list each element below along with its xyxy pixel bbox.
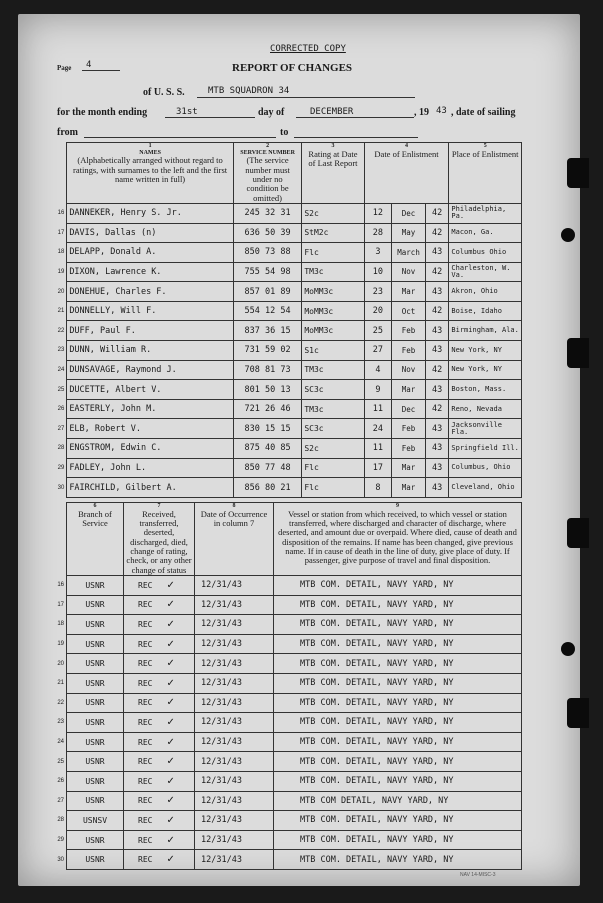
corrected-copy-stamp: CORRECTED COPY	[270, 44, 346, 54]
rating-cell: TM3c	[302, 360, 364, 380]
detail-cell: MTB COM. DETAIL, NAVY YARD, NY	[274, 752, 522, 772]
service-number-cell: 856 80 21	[233, 478, 301, 498]
enlist-year-cell: 43	[425, 478, 449, 498]
table-row	[52, 673, 522, 693]
service-number-cell: 636 50 39	[233, 223, 301, 243]
enlist-month-cell: Nov	[392, 360, 426, 380]
branch-cell: USNR	[67, 713, 124, 733]
check-mark-icon: ✓	[166, 677, 175, 689]
service-number-cell: 801 50 13	[233, 380, 301, 400]
rating-cell: S2c	[302, 203, 364, 223]
table-row	[52, 654, 522, 674]
enlist-month-cell: Dec	[392, 399, 426, 419]
place-cell: Boston, Mass.	[449, 380, 522, 400]
table-row	[52, 380, 522, 400]
detail-cell: MTB COM. DETAIL, NAVY YARD, NY	[274, 595, 522, 615]
table-row	[52, 478, 522, 498]
row-number: 18	[57, 249, 65, 256]
status-cell: REC ✓	[124, 791, 195, 811]
binder-ring-icon	[567, 518, 589, 548]
name-cell: ENGSTROM, Edwin C.	[67, 439, 234, 459]
detail-cell: MTB COM. DETAIL, NAVY YARD, NY	[274, 615, 522, 635]
date-cell: 12/31/43	[195, 693, 274, 713]
enlist-year-cell: 42	[425, 360, 449, 380]
enlist-day-cell: 17	[364, 458, 392, 478]
enlist-month-cell: March	[392, 243, 426, 263]
enlist-day-cell: 3	[364, 243, 392, 263]
status-cell: REC ✓	[124, 811, 195, 831]
rating-cell: Flc	[302, 478, 364, 498]
table-row	[52, 341, 522, 361]
table-row	[52, 771, 522, 791]
place-cell: New York, NY	[449, 360, 522, 380]
row-number: 16	[57, 582, 64, 589]
status-cell: REC ✓	[124, 771, 195, 791]
row-number: 21	[57, 308, 65, 315]
rating-cell: Flc	[302, 243, 364, 263]
enlist-year-cell: 43	[425, 341, 449, 361]
check-mark-icon: ✓	[166, 579, 175, 591]
rating-cell: SC3c	[302, 380, 364, 400]
service-number-cell: 721 26 46	[233, 399, 301, 419]
enlist-year-cell: 43	[425, 439, 449, 459]
row-number: 24	[57, 366, 65, 373]
check-mark-icon: ✓	[166, 599, 175, 611]
enlist-year-cell: 42	[425, 262, 449, 282]
row-number: 18	[57, 621, 64, 628]
status-cell: REC ✓	[124, 752, 195, 772]
enlist-day-cell: 24	[364, 419, 392, 439]
rating-cell: MoMM3c	[302, 321, 364, 341]
table-row	[52, 693, 522, 713]
table-row	[52, 850, 522, 870]
punch-hole-icon	[561, 228, 575, 242]
place-cell: Birmingham, Ala.	[449, 321, 522, 341]
form-number: NAV 14-MISC-3	[460, 872, 496, 878]
enlist-month-cell: Dec	[392, 203, 426, 223]
table-row	[52, 791, 522, 811]
status-cell: REC ✓	[124, 595, 195, 615]
table-row	[52, 439, 522, 459]
place-cell: Charleston, W. Va.	[449, 262, 522, 282]
row-number: 16	[57, 210, 65, 217]
check-mark-icon: ✓	[166, 697, 175, 709]
row-number: 17	[57, 229, 65, 236]
place-cell: Columbus, Ohio	[449, 458, 522, 478]
binder-ring-icon	[567, 698, 589, 728]
branch-cell: USNR	[67, 850, 124, 870]
enlist-year-cell: 42	[425, 301, 449, 321]
name-cell: DIXON, Lawrence K.	[67, 262, 234, 282]
detail-cell: MTB COM. DETAIL, NAVY YARD, NY	[274, 576, 522, 596]
date-cell: 12/31/43	[195, 615, 274, 635]
unit-name: MTB SQUADRON 34	[208, 86, 290, 96]
row-number: 22	[57, 327, 65, 334]
row-number: 29	[57, 464, 65, 471]
service-number-cell: 245 32 31	[233, 203, 301, 223]
enlist-day-cell: 11	[364, 439, 392, 459]
enlist-day-cell: 10	[364, 262, 392, 282]
date-cell: 12/31/43	[195, 713, 274, 733]
enlist-day-cell: 4	[364, 360, 392, 380]
check-mark-icon: ✓	[166, 854, 175, 866]
name-cell: EASTERLY, John M.	[67, 399, 234, 419]
name-cell: DUCETTE, Albert V.	[67, 380, 234, 400]
table-row	[52, 419, 522, 439]
branch-cell: USNR	[67, 693, 124, 713]
branch-cell: USNR	[67, 654, 124, 674]
enlist-month-cell: May	[392, 223, 426, 243]
row-number: 30	[57, 856, 64, 863]
date-cell: 12/31/43	[195, 791, 274, 811]
enlist-year-cell: 42	[425, 223, 449, 243]
table-row	[52, 752, 522, 772]
service-number-cell: 708 81 73	[233, 360, 301, 380]
detail-cell: MTB COM. DETAIL, NAVY YARD, NY	[274, 713, 522, 733]
binder-ring-icon	[567, 338, 589, 368]
name-cell: DONEHUE, Charles F.	[67, 282, 234, 302]
place-cell: Jacksonville Fla.	[449, 419, 522, 439]
table-row	[52, 321, 522, 341]
branch-cell: USNR	[67, 771, 124, 791]
uss-label: of U. S. S.	[143, 87, 185, 98]
rating-cell: SC3c	[302, 419, 364, 439]
enlist-year-cell: 43	[425, 243, 449, 263]
rating-cell: StM2c	[302, 223, 364, 243]
name-cell: DUFF, Paul F.	[67, 321, 234, 341]
branch-cell: USNR	[67, 615, 124, 635]
date-cell: 12/31/43	[195, 732, 274, 752]
page-title: REPORT OF CHANGES	[232, 62, 353, 74]
date-cell: 12/31/43	[195, 811, 274, 831]
table-row	[52, 262, 522, 282]
personnel-table: 1 NAMES (Alphabetically arranged without regard to ratings, with surnames to the left and the first name written in full) 2 SERVICE NUMBER (The service number must under no condition be omitted) 3 Rating at Date of Last Report 4 Date of Enlistment 5 Place of Enlistment 16 DANNEKER, Henry S. Jr. 245 32 31 S2c 12 Dec 42 Philadelphia, Pa. 17 DAVIS, Dallas (n) 636 50 39 StM2c 28 May 42 Macon, Ga. 18 DELAPP, Donald A. 850 73 88 Flc 3 March 43 Columbus Ohio 19 DIXON, Lawrence K. 755 54 98 TM3c 10 Nov 42 Charleston, W. Va. 20 DONEHUE, Charles F. 857 01 89 MoMM3c 23 Mar 43 Akron, Ohio 21 DONNELLY, Will F. 554 12 54 MoMM3c 20 Oct 42 Boise, Idaho 22 DUFF, Paul F. 837 36 15 MoMM3c 25 Feb 43 Birmingham, Ala. 23 DUNN, William R. 731 59 02 S1c 27 Feb 43 New York, NY 24 DUNSAVAGE, Raymond J. 708 81 73 TM3c 4 Nov 42 New York, NY 25 DUCETTE, Albert V. 801 50 13 SC3c 9 Mar 43 Boston, Mass. 26 EASTERLY, John M. 721 26 46 TM3c 11 Dec 42 Reno, Nevada 27 ELB, Robert V. 830 15 15 SC3c 24 Feb 43 Jacksonville Fla. 28 ENGSTROM, Edwin C. 875 40 85 S2c 11 Feb 43 Springfield Ill. 29 FADLEY, John L. 850 77 48 Flc 17 Mar 43 Columbus, Ohio 30 FAIRCHILD, Gilbert A. 856 80 21 Flc 8 Mar 43 Cleveland, Ohio	[52, 142, 522, 498]
check-mark-icon: ✓	[166, 618, 175, 630]
enlist-month-cell: Feb	[392, 321, 426, 341]
rating-cell: S1c	[302, 341, 364, 361]
date-cell: 12/31/43	[195, 850, 274, 870]
row-number: 21	[57, 680, 64, 687]
year-prefix: , 19	[414, 107, 429, 118]
check-mark-icon: ✓	[166, 795, 175, 807]
date-cell: 12/31/43	[195, 673, 274, 693]
status-cell: REC ✓	[124, 654, 195, 674]
enlist-month-cell: Oct	[392, 301, 426, 321]
place-cell: Akron, Ohio	[449, 282, 522, 302]
enlist-year-cell: 43	[425, 380, 449, 400]
service-number-cell: 837 36 15	[233, 321, 301, 341]
check-mark-icon: ✓	[166, 736, 175, 748]
table-row	[52, 301, 522, 321]
enlist-year-cell: 43	[425, 282, 449, 302]
date-cell: 12/31/43	[195, 830, 274, 850]
enlist-day-cell: 25	[364, 321, 392, 341]
row-number: 17	[57, 601, 64, 608]
row-number: 20	[57, 660, 64, 667]
branch-cell: USNSV	[67, 811, 124, 831]
table-row	[52, 615, 522, 635]
enlist-month-cell: Nov	[392, 262, 426, 282]
rating-cell: MoMM3c	[302, 301, 364, 321]
name-cell: DUNSAVAGE, Raymond J.	[67, 360, 234, 380]
status-cell: REC ✓	[124, 830, 195, 850]
binder-ring-icon	[567, 158, 589, 188]
name-cell: DUNN, William R.	[67, 341, 234, 361]
detail-cell: MTB COM. DETAIL, NAVY YARD, NY	[274, 634, 522, 654]
table-row	[52, 634, 522, 654]
date-cell: 12/31/43	[195, 771, 274, 791]
status-cell: REC ✓	[124, 615, 195, 635]
branch-cell: USNR	[67, 634, 124, 654]
rating-cell: S2c	[302, 439, 364, 459]
service-number-cell: 554 12 54	[233, 301, 301, 321]
rating-cell: TM3c	[302, 262, 364, 282]
name-cell: ELB, Robert V.	[67, 419, 234, 439]
from-label: from	[57, 127, 78, 138]
enlist-day-cell: 23	[364, 282, 392, 302]
day-of-label: day of	[258, 107, 285, 118]
place-cell: Columbus Ohio	[449, 243, 522, 263]
place-cell: Cleveland, Ohio	[449, 478, 522, 498]
row-number: 26	[57, 406, 65, 413]
enlist-day-cell: 12	[364, 203, 392, 223]
branch-cell: USNR	[67, 673, 124, 693]
check-mark-icon: ✓	[166, 756, 175, 768]
name-cell: DANNEKER, Henry S. Jr.	[67, 203, 234, 223]
row-number: 27	[57, 425, 65, 432]
row-number: 23	[57, 347, 65, 354]
status-cell: REC ✓	[124, 732, 195, 752]
table-row	[52, 595, 522, 615]
month-ending-label: for the month ending	[57, 107, 148, 118]
enlist-month-cell: Mar	[392, 458, 426, 478]
table-row	[52, 203, 522, 223]
detail-cell: MTB COM. DETAIL, NAVY YARD, NY	[274, 771, 522, 791]
row-number: 24	[57, 739, 64, 746]
enlist-day-cell: 27	[364, 341, 392, 361]
branch-cell: USNR	[67, 576, 124, 596]
enlist-day-cell: 20	[364, 301, 392, 321]
place-cell: Springfield Ill.	[449, 439, 522, 459]
enlist-year-cell: 42	[425, 203, 449, 223]
table-row	[52, 360, 522, 380]
row-number: 25	[57, 386, 65, 393]
table-row	[52, 223, 522, 243]
place-cell: Macon, Ga.	[449, 223, 522, 243]
check-mark-icon: ✓	[166, 638, 175, 650]
table-row	[52, 399, 522, 419]
day-value: 31st	[176, 107, 198, 117]
sailing-label: , date of sailing	[451, 107, 516, 118]
detail-cell: MTB COM. DETAIL, NAVY YARD, NY	[274, 811, 522, 831]
row-number: 20	[57, 288, 65, 295]
status-cell: REC ✓	[124, 693, 195, 713]
service-number-cell: 850 77 48	[233, 458, 301, 478]
page-label: Page	[57, 64, 72, 72]
month-value: DECEMBER	[310, 107, 354, 117]
table-row	[52, 458, 522, 478]
row-number: 28	[57, 445, 65, 452]
enlist-day-cell: 11	[364, 399, 392, 419]
status-table: 6 Branch of Service 7 Received, transferred, deserted, discharged, died, change of rating, check, or any other change of status 8 Date of Occurrence in column 7 9 Vessel or station from which received, to which vessel or station transferred, where discharged and character of discharge, where deserted, and amount due or overpaid. Where died, cause of death and disposition of the remains. If name has been changed, give previous name. If in cause of death in the line of duty, give place of duty. If passenger, give purpose of travel and final disposition. 16 USNR REC ✓ 12/31/43 MTB COM. DETAIL, NAVY YARD, NY 17 USNR REC ✓ 12/31/43 MTB COM. DETAIL, NAVY YARD, NY 18 USNR REC ✓ 12/31/43 MTB COM. DETAIL, NAVY YARD, NY 19 USNR REC ✓ 12/31/43 MTB COM. DETAIL, NAVY YARD, NY 20 USNR REC ✓ 12/31/43 MTB COM. DETAIL, NAVY YARD, NY 21 USNR REC ✓ 12/31/43 MTB COM. DETAIL, NAVY YARD, NY 22 USNR REC ✓ 12/31/43 MTB COM. DETAIL, NAVY YARD, NY 23 USNR REC ✓ 12/31/43 MTB COM. DETAIL, NAVY YARD, NY 24 USNR REC ✓ 12/31/43 MTB COM. DETAIL, NAVY YARD, NY 25 USNR REC ✓ 12/31/43 MTB COM. DETAIL, NAVY YARD, NY 26 USNR REC ✓ 12/31/43 MTB COM. DETAIL, NAVY YARD, NY 27 USNR REC ✓ 12/31/43 MTB COM DETAIL, NAVY YARD, NY 28 USNSV REC ✓ 12/31/43 MTB COM. DETAIL, NAVY YARD, NY 29 USNR REC ✓ 12/31/43 MTB COM. DETAIL, NAVY YARD, NY 30 USNR REC ✓ 12/31/43 MTB COM. DETAIL, NAVY YARD, NY	[52, 502, 522, 870]
detail-cell: MTB COM. DETAIL, NAVY YARD, NY	[274, 732, 522, 752]
detail-cell: MTB COM DETAIL, NAVY YARD, NY	[274, 791, 522, 811]
detail-cell: MTB COM. DETAIL, NAVY YARD, NY	[274, 673, 522, 693]
year-value: 43	[436, 106, 447, 116]
row-number: 27	[57, 797, 64, 804]
service-number-cell: 857 01 89	[233, 282, 301, 302]
status-cell: REC ✓	[124, 673, 195, 693]
check-mark-icon: ✓	[166, 716, 175, 728]
enlist-year-cell: 42	[425, 399, 449, 419]
service-number-cell: 875 40 85	[233, 439, 301, 459]
enlist-year-cell: 43	[425, 419, 449, 439]
check-mark-icon: ✓	[166, 834, 175, 846]
enlist-month-cell: Mar	[392, 282, 426, 302]
enlist-month-cell: Mar	[392, 478, 426, 498]
table-row	[52, 811, 522, 831]
date-cell: 12/31/43	[195, 595, 274, 615]
service-number-cell: 830 15 15	[233, 419, 301, 439]
date-cell: 12/31/43	[195, 654, 274, 674]
name-cell: DAVIS, Dallas (n)	[67, 223, 234, 243]
table-row	[52, 713, 522, 733]
branch-cell: USNR	[67, 752, 124, 772]
branch-cell: USNR	[67, 791, 124, 811]
table-row	[52, 830, 522, 850]
table-row	[52, 576, 522, 596]
page-number: 4	[86, 60, 92, 70]
enlist-year-cell: 43	[425, 321, 449, 341]
row-number: 23	[57, 719, 64, 726]
enlist-day-cell: 28	[364, 223, 392, 243]
date-cell: 12/31/43	[195, 634, 274, 654]
branch-cell: USNR	[67, 830, 124, 850]
punch-hole-icon	[561, 642, 575, 656]
detail-cell: MTB COM. DETAIL, NAVY YARD, NY	[274, 830, 522, 850]
row-number: 30	[57, 484, 65, 491]
enlist-year-cell: 43	[425, 458, 449, 478]
table-row	[52, 282, 522, 302]
row-number: 26	[57, 778, 64, 785]
check-mark-icon: ✓	[166, 775, 175, 787]
row-number: 19	[57, 268, 65, 275]
detail-cell: MTB COM. DETAIL, NAVY YARD, NY	[274, 693, 522, 713]
table-row	[52, 732, 522, 752]
status-cell: REC ✓	[124, 850, 195, 870]
enlist-month-cell: Feb	[392, 419, 426, 439]
name-cell: DONNELLY, Will F.	[67, 301, 234, 321]
rating-cell: TM3c	[302, 399, 364, 419]
enlist-month-cell: Feb	[392, 439, 426, 459]
status-cell: REC ✓	[124, 713, 195, 733]
enlist-month-cell: Mar	[392, 380, 426, 400]
rating-cell: Flc	[302, 458, 364, 478]
name-cell: FAIRCHILD, Gilbert A.	[67, 478, 234, 498]
row-number: 19	[57, 641, 64, 648]
rating-cell: MoMM3c	[302, 282, 364, 302]
place-cell: Boise, Idaho	[449, 301, 522, 321]
date-cell: 12/31/43	[195, 752, 274, 772]
service-number-cell: 755 54 98	[233, 262, 301, 282]
detail-cell: MTB COM. DETAIL, NAVY YARD, NY	[274, 850, 522, 870]
detail-cell: MTB COM. DETAIL, NAVY YARD, NY	[274, 654, 522, 674]
branch-cell: USNR	[67, 732, 124, 752]
enlist-day-cell: 8	[364, 478, 392, 498]
place-cell: Reno, Nevada	[449, 399, 522, 419]
check-mark-icon: ✓	[166, 814, 175, 826]
check-mark-icon: ✓	[166, 658, 175, 670]
to-label: to	[280, 127, 289, 138]
table-row	[52, 243, 522, 263]
row-number: 28	[57, 817, 64, 824]
date-cell: 12/31/43	[195, 576, 274, 596]
place-cell: New York, NY	[449, 341, 522, 361]
branch-cell: USNR	[67, 595, 124, 615]
row-number: 22	[57, 699, 64, 706]
enlist-day-cell: 9	[364, 380, 392, 400]
name-cell: FADLEY, John L.	[67, 458, 234, 478]
service-number-cell: 850 73 88	[233, 243, 301, 263]
place-cell: Philadelphia, Pa.	[449, 203, 522, 223]
row-number: 25	[57, 758, 64, 765]
status-cell: REC ✓	[124, 576, 195, 596]
name-cell: DELAPP, Donald A.	[67, 243, 234, 263]
status-cell: REC ✓	[124, 634, 195, 654]
row-number: 29	[57, 837, 64, 844]
enlist-month-cell: Feb	[392, 341, 426, 361]
service-number-cell: 731 59 02	[233, 341, 301, 361]
